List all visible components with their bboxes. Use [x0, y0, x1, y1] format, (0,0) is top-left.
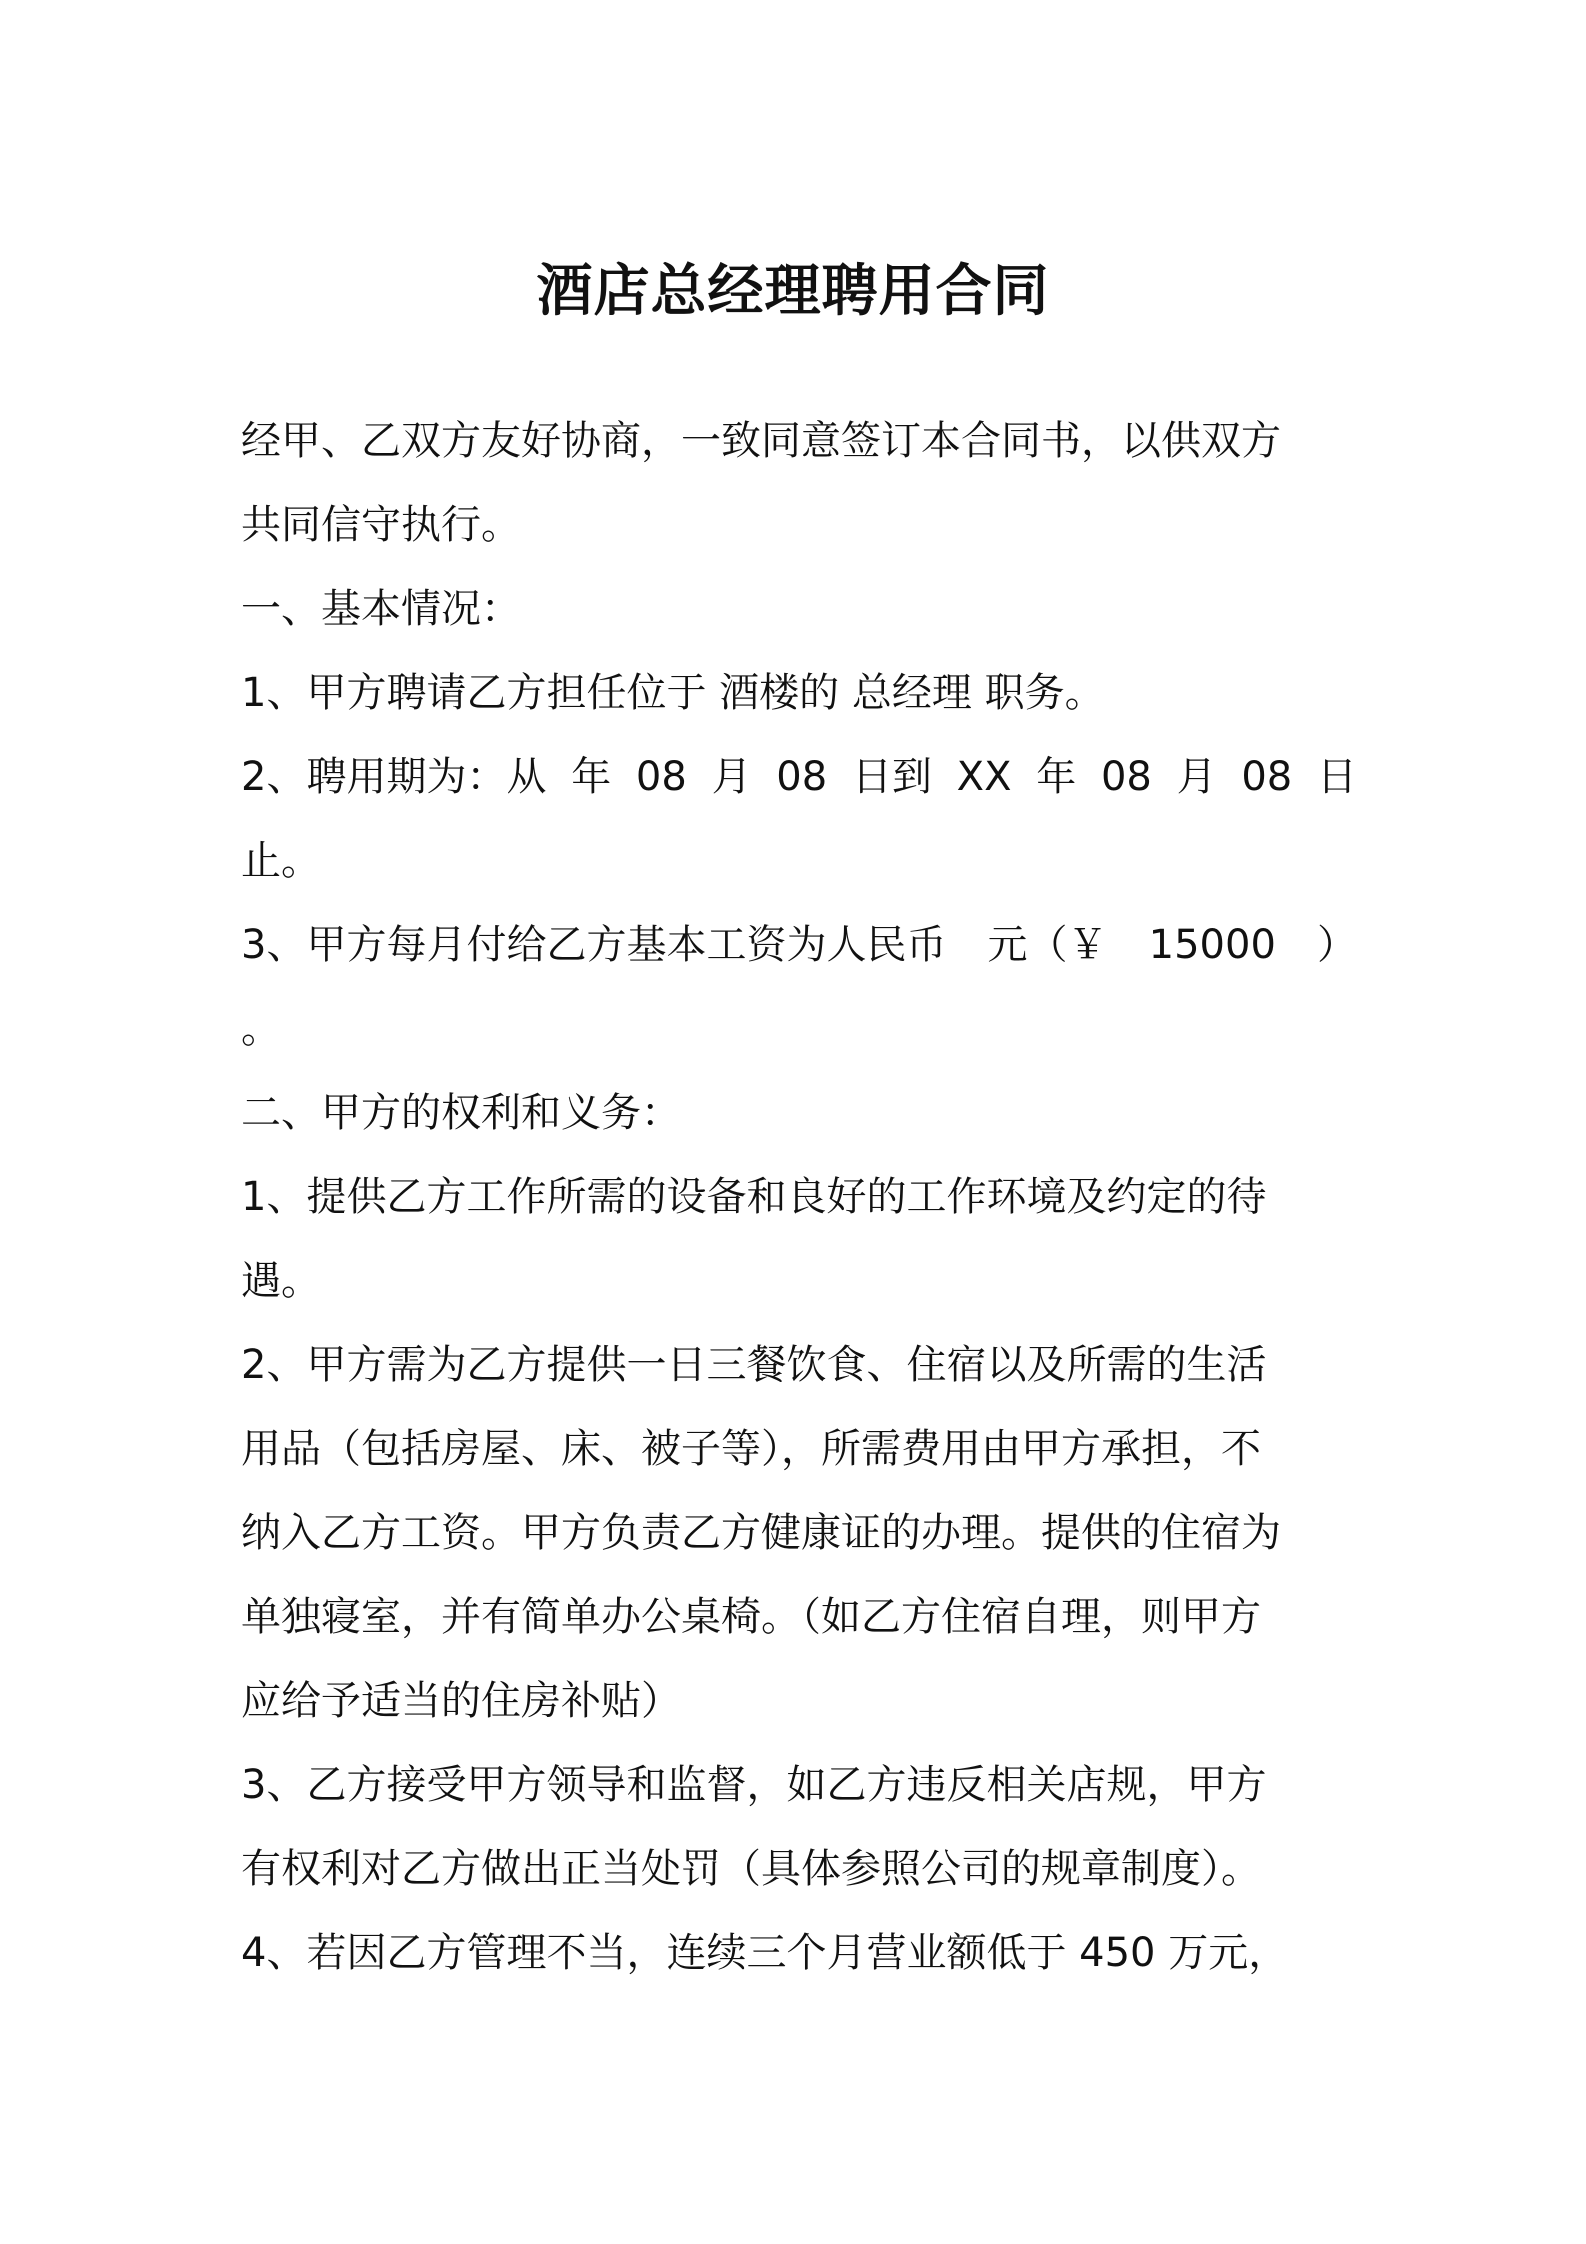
paragraph-line: 单独寝室，并有简单办公桌椅。（如乙方住宿自理，则甲方: [241, 1594, 1261, 1640]
document-title: 酒店总经理聘用合同: [536, 259, 1050, 324]
paragraph-line: 纳入乙方工资。甲方负责乙方健康证的办理。提供的住宿为: [241, 1510, 1281, 1556]
fill-in-value: 08: [1100, 754, 1152, 800]
clause-text: 3、甲方每月付给乙方基本工资为人民币: [241, 922, 947, 968]
paragraph-line: 共同信守执行。: [241, 502, 521, 548]
section-heading: 二、甲方的权利和义务：: [241, 1090, 681, 1136]
clause-line: 1、甲方聘请乙方担任位于 酒楼的 总经理 职务。: [241, 670, 1105, 716]
clause-line: 4、若因乙方管理不当，连续三个月营业额低于 450 万元，: [241, 1930, 1289, 1976]
clause-text: 年: [571, 754, 612, 800]
clause-employment-period: [241, 744, 1357, 810]
paragraph-line: 有权利对乙方做出正当处罚（具体参照公司的规章制度）。: [241, 1846, 1261, 1892]
clause-line: 2、甲方需为乙方提供一日三餐饮食、住宿以及所需的生活: [241, 1342, 1267, 1388]
clause-text: 日: [1316, 754, 1357, 800]
clause-text: 元（￥: [987, 922, 1108, 968]
clause-line: 1、提供乙方工作所需的设备和良好的工作环境及约定的待: [241, 1174, 1267, 1220]
fill-in-value: 08: [776, 754, 828, 800]
paragraph-line: 经甲、乙双方友好协商，一致同意签订本合同书，以供双方: [241, 418, 1281, 464]
clause-text: ）: [1316, 922, 1357, 968]
paragraph-line: 应给予适当的住房补贴）: [241, 1678, 681, 1724]
clause-salary: [241, 912, 1357, 978]
clause-line: 3、乙方接受甲方领导和监督，如乙方违反相关店规，甲方: [241, 1762, 1267, 1808]
paragraph-line: 用品（包括房屋、床、被子等），所需费用由甲方承担，不: [241, 1426, 1261, 1472]
clause-text: 2、聘用期为：从: [241, 754, 547, 800]
clause-text: 日到: [851, 754, 932, 800]
section-heading: 一、基本情况：: [241, 586, 521, 632]
clause-text: 月: [711, 754, 752, 800]
fill-in-value: XX: [956, 754, 1012, 800]
clause-text: 月: [1176, 754, 1217, 800]
paragraph-line: 遇。: [241, 1258, 321, 1304]
paragraph-line: 止。: [241, 838, 321, 884]
fill-in-value: 08: [1241, 754, 1293, 800]
clause-text: 年: [1036, 754, 1077, 800]
paragraph-line: 。: [241, 1006, 281, 1052]
fill-in-value: 08: [635, 754, 687, 800]
salary-amount: 15000: [1148, 922, 1276, 968]
